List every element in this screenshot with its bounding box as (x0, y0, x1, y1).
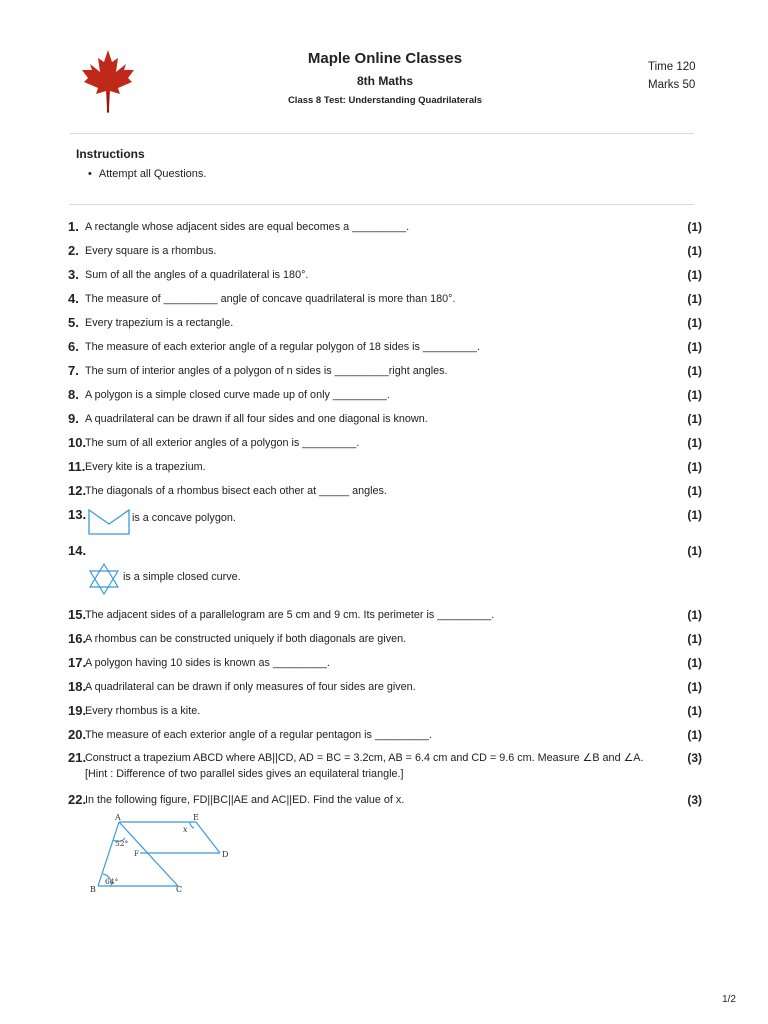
question-number: 17. (68, 655, 87, 670)
parallel-lines-figure (84, 812, 244, 898)
question-marks: (1) (687, 436, 702, 450)
instructions-title: Instructions (76, 147, 145, 161)
star-figure (88, 563, 120, 595)
question-marks: (3) (687, 751, 702, 765)
question-text: is a concave polygon. (132, 512, 236, 524)
question-18 (68, 678, 702, 696)
label-a: A (115, 813, 121, 822)
question-marks: (1) (687, 544, 702, 558)
question-text: A rectangle whose adjacent sides are equal becomes a _________. (85, 221, 410, 233)
question-text: Every trapezium is a rectangle. (85, 317, 234, 329)
question-2 (68, 242, 702, 260)
question-number: 16. (68, 631, 87, 646)
question-number: 15. (68, 607, 87, 622)
question-marks: (1) (687, 656, 702, 670)
instruction-item: • Attempt all Questions. (88, 168, 206, 180)
question-marks: (1) (687, 632, 702, 646)
question-20 (68, 726, 702, 744)
question-marks: (1) (687, 388, 702, 402)
question-16 (68, 630, 702, 648)
question-marks: (1) (687, 244, 702, 258)
question-number: 6. (68, 339, 79, 354)
question-number: 22. (68, 792, 87, 807)
question-19 (68, 702, 702, 720)
question-text: A quadrilateral can be drawn if all four sides and one diagonal is known. (85, 413, 428, 425)
question-marks: (1) (687, 268, 702, 282)
question-marks: (1) (687, 220, 702, 234)
question-text: The sum of interior angles of a polygon of n sides is _________right angles. (85, 365, 448, 377)
question-marks: (1) (687, 316, 702, 330)
question-text: The measure of _________ angle of concave quadrilateral is more than 180°. (85, 293, 456, 305)
question-21 (68, 749, 702, 767)
question-number: 21. (68, 750, 87, 765)
question-marks: (1) (687, 460, 702, 474)
question-marks: (1) (687, 340, 702, 354)
time-value: Time 120 (648, 61, 696, 73)
question-6 (68, 338, 702, 356)
question-10 (68, 434, 702, 452)
subject-title: 8th Maths (356, 74, 413, 88)
question-text: Every square is a rhombus. (85, 245, 217, 257)
question-text: A quadrilateral can be drawn if only measures of four sides are given. (85, 681, 416, 693)
question-marks: (1) (687, 508, 702, 522)
question-text: Construct a trapezium ABCD where AB||CD, AD = BC = 3.2cm, AB = 6.4 cm and CD = 9.6 cm. Measure ∠B and ∠A. (85, 752, 644, 764)
question-hint: [Hint : Difference of two parallel sides gives an equilateral triangle.] (85, 768, 404, 780)
question-text: The measure of each exterior angle of a regular polygon of 18 sides is _________. (85, 341, 480, 353)
question-marks: (1) (687, 292, 702, 306)
question-text: A polygon having 10 sides is known as _________. (85, 657, 330, 669)
question-marks: (1) (687, 412, 702, 426)
question-marks: (1) (687, 728, 702, 742)
question-11 (68, 458, 702, 476)
question-text: The diagonals of a rhombus bisect each other at _____ angles. (85, 485, 387, 497)
label-c: C (176, 885, 183, 894)
label-d: D (222, 850, 229, 859)
question-number: 3. (68, 267, 79, 282)
question-marks: (1) (687, 704, 702, 718)
label-f: F (134, 850, 139, 858)
angle-label: 52° (115, 839, 129, 848)
question-marks: (1) (687, 680, 702, 694)
maple-leaf-icon (78, 48, 138, 114)
question-17 (68, 654, 702, 672)
question-text: A rhombus can be constructed uniquely if both diagonals are given. (85, 633, 407, 645)
question-9 (68, 410, 702, 428)
question-text: The sum of all exterior angles of a polygon is _________. (85, 437, 360, 449)
divider (70, 133, 694, 134)
question-number: 2. (68, 243, 79, 258)
label-e: E (193, 813, 199, 822)
page-number: 1/2 (722, 994, 736, 1005)
question-marks: (1) (687, 484, 702, 498)
question-5 (68, 314, 702, 332)
question-22 (68, 791, 702, 809)
question-14 (68, 542, 702, 560)
concave-polygon-figure (88, 509, 130, 535)
question-number: 20. (68, 727, 87, 742)
question-text: Every rhombus is a kite. (85, 705, 201, 717)
question-number: 11. (68, 459, 86, 474)
question-text: A polygon is a simple closed curve made up of only _________. (85, 389, 390, 401)
question-text: Every kite is a trapezium. (85, 461, 206, 473)
question-number: 13. (68, 507, 87, 522)
question-number: 1. (68, 219, 79, 234)
question-number: 10. (68, 435, 87, 450)
question-marks: (3) (687, 793, 702, 807)
question-number: 4. (68, 291, 79, 306)
question-7 (68, 362, 702, 380)
divider (70, 204, 694, 205)
question-text: The adjacent sides of a parallelogram are 5 cm and 9 cm. Its perimeter is _________. (85, 609, 495, 621)
question-marks: (1) (687, 364, 702, 378)
test-name: Class 8 Test: Understanding Quadrilaterals (287, 95, 483, 106)
question-8 (68, 386, 702, 404)
label-b: B (90, 885, 96, 894)
question-text: In the following figure, FD||BC||AE and AC||ED. Find the value of x. (85, 794, 405, 806)
question-1 (68, 218, 702, 236)
question-4 (68, 290, 702, 308)
question-number: 5. (68, 315, 79, 330)
question-12 (68, 482, 702, 500)
question-number: 8. (68, 387, 79, 402)
question-15 (68, 606, 702, 624)
question-number: 12. (68, 483, 87, 498)
question-marks: (1) (687, 608, 702, 622)
question-number: 9. (68, 411, 79, 426)
question-text: Sum of all the angles of a quadrilateral is 180°. (85, 269, 309, 281)
question-3 (68, 266, 702, 284)
question-number: 14. (68, 543, 87, 558)
question-number: 7. (68, 363, 79, 378)
question-number: 19. (68, 703, 87, 718)
question-number: 18. (68, 679, 87, 694)
question-text: The measure of each exterior angle of a regular pentagon is _________. (85, 729, 432, 741)
marks-value: Marks 50 (648, 79, 696, 91)
school-name: Maple Online Classes (307, 50, 463, 67)
angle-label: 64° (105, 877, 119, 886)
label-x: x (183, 825, 188, 834)
question-text: is a simple closed curve. (123, 571, 241, 583)
